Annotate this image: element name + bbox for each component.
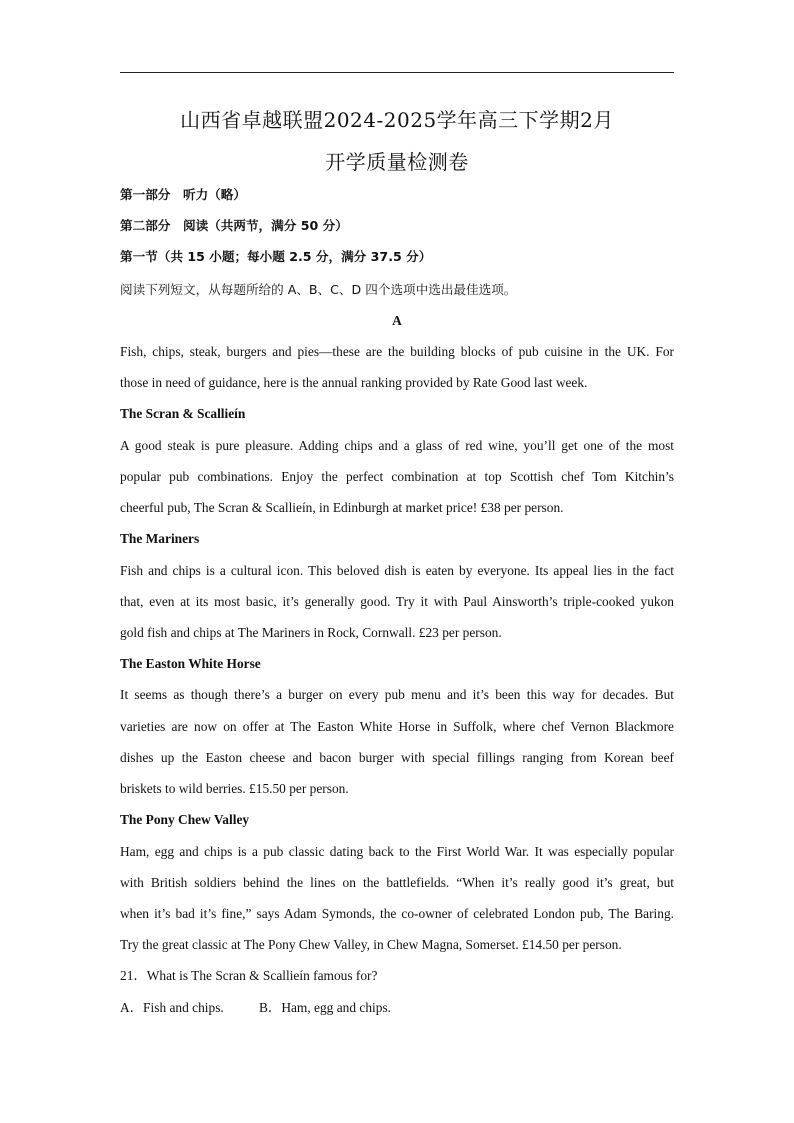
entry-line: dishes up the Easton cheese and bacon burger with special fillings ranging from Korean beef xyxy=(120,750,674,765)
passage-label: A xyxy=(392,313,402,328)
entry-line: briskets to wild berries. £15.50 per person. xyxy=(120,781,349,796)
entry-line: Fish and chips is a cultural icon. This beloved dish is eaten by everyone. Its appeal lies in the fact xyxy=(120,563,674,578)
entry-line: cheerful pub, The Scran & Scallieín, in Edinburgh at market price! £38 per person. xyxy=(120,500,564,515)
entry-title: The Pony Chew Valley xyxy=(120,812,250,827)
entry-line: popular pub combinations. Enjoy the perfect combination at top Scottish chef Tom Kitchin’s xyxy=(120,469,674,484)
entry-line: A good steak is pure pleasure. Adding chips and a glass of red wine, you’ll get one of the most xyxy=(120,438,674,453)
part1-heading: 第一部分 听力（略） xyxy=(120,187,246,202)
entry-title: The Scran & Scallieín xyxy=(120,406,246,421)
entry-line: varieties are now on offer at The Easton White Horse in Suffolk, where chef Vernon Blackmore xyxy=(120,719,674,734)
entry-line: with British soldiers behind the lines on the battlefields. “When it’s really good it’s great, but xyxy=(120,875,674,890)
entry-title: The Mariners xyxy=(120,531,200,546)
entry-line: gold fish and chips at The Mariners in Rock, Cornwall. £23 per person. xyxy=(120,625,502,640)
page-title: 山西省卓越联盟2024-2025学年高三下学期2月 xyxy=(180,108,614,132)
option-a[interactable]: A．Fish and chips. xyxy=(120,1000,224,1015)
question-stem: 21．What is The Scran & Scallieín famous for? xyxy=(120,968,378,983)
section1-heading: 第一节（共 15 小题；每小题 2.5 分，满分 37.5 分） xyxy=(120,249,432,264)
instruction-text: 阅读下列短文，从每题所给的 A、B、C、D 四个选项中选出最佳选项。 xyxy=(120,282,517,297)
page-subtitle: 开学质量检测卷 xyxy=(325,150,469,174)
intro-line: those in need of guidance, here is the annual ranking provided by Rate Good last week. xyxy=(120,375,588,390)
top-rule xyxy=(120,72,674,73)
part2-heading: 第二部分 阅读（共两节，满分 50 分） xyxy=(120,218,348,233)
entry-line: It seems as though there’s a burger on every pub menu and it’s been this way for decades. But xyxy=(120,687,674,702)
entry-line: Try the great classic at The Pony Chew Valley, in Chew Magna, Somerset. £14.50 per person. xyxy=(120,937,622,952)
entry-line: Ham, egg and chips is a pub classic dating back to the First World War. It was especially popular xyxy=(120,844,674,859)
entry-title: The Easton White Horse xyxy=(120,656,261,671)
question-options xyxy=(120,1000,674,1016)
intro-line: Fish, chips, steak, burgers and pies—these are the building blocks of pub cuisine in the UK. For xyxy=(120,344,674,359)
entry-line: that, even at its most basic, it’s generally good. Try it with Paul Ainsworth’s triple-cooked yukon xyxy=(120,594,674,609)
option-b[interactable]: B．Ham, egg and chips. xyxy=(259,1000,392,1015)
entry-line: when it’s bad it’s fine,” says Adam Symonds, the co-owner of celebrated London pub, The Baring. xyxy=(120,906,674,921)
